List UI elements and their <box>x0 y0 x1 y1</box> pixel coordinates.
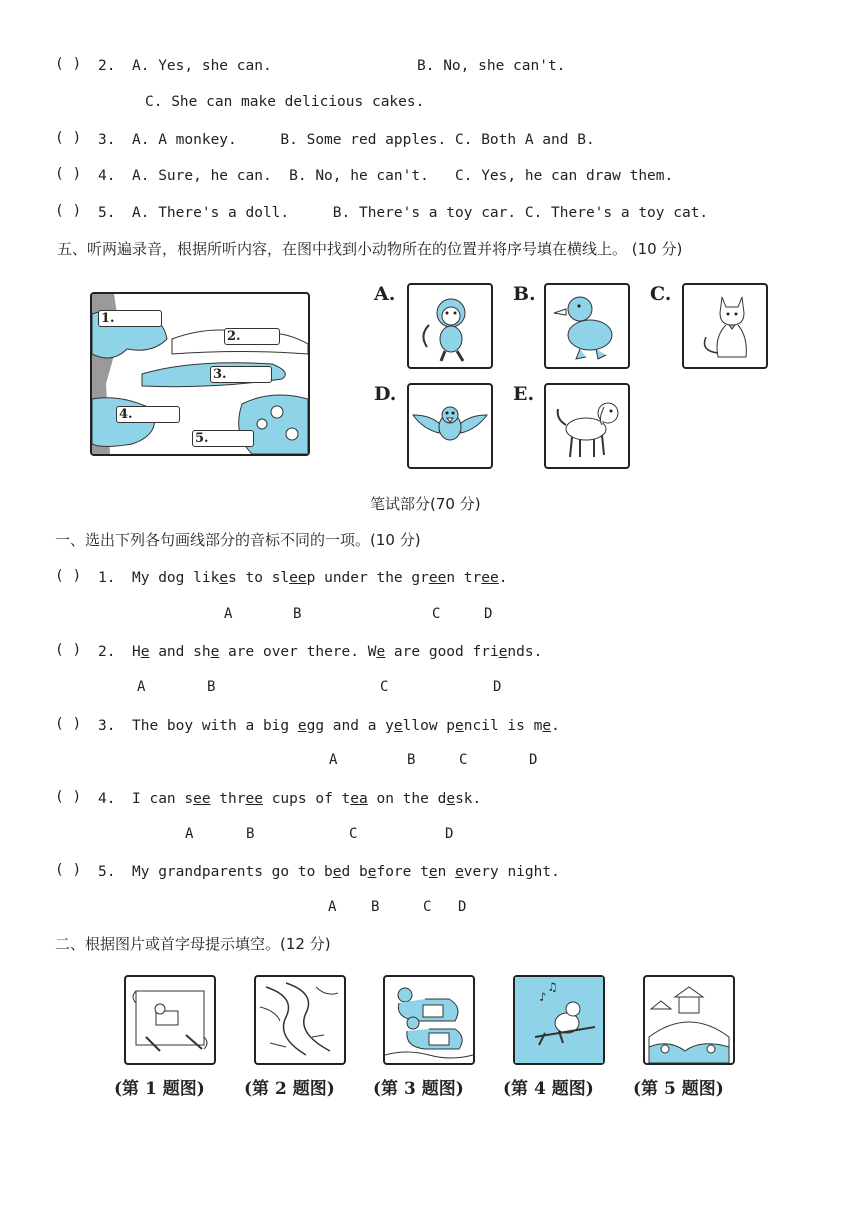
blank-1[interactable]: 1. <box>98 310 162 327</box>
map-scroll-icon <box>126 977 214 1063</box>
svg-text:♪: ♪ <box>539 990 547 1004</box>
answer-paren[interactable]: ( ) <box>55 56 82 72</box>
scene-picture <box>90 292 310 456</box>
picture-4 <box>513 975 605 1065</box>
blank-3[interactable]: 3. <box>210 366 272 383</box>
duck-boat-icon <box>385 977 473 1063</box>
picture-1 <box>124 975 216 1065</box>
option-c: C. She can make delicious cakes. <box>145 94 425 110</box>
river-icon <box>256 977 344 1063</box>
question-number: 2. <box>98 644 116 660</box>
question-number: 4. <box>98 791 116 807</box>
blank-4[interactable]: 4. <box>116 406 180 423</box>
picture-caption: (第 3 题图) <box>373 1079 464 1099</box>
monkey-icon <box>409 285 491 367</box>
question-options: A. Sure, he can. B. No, he can't. C. Yes, he can draw them. <box>132 168 674 184</box>
question-options: A. There's a doll. B. There's a toy car. C. There's a toy cat. <box>132 205 709 221</box>
phonics-sentence: My dog likes to sleep under the green tree. <box>132 570 508 586</box>
option-b: B. No, she can't. <box>417 58 566 74</box>
phonics-sentence: I can see three cups of tea on the desk. <box>132 791 482 807</box>
duck-icon <box>546 285 628 367</box>
question-number: 5. <box>98 205 116 221</box>
option-d-picture[interactable] <box>407 383 493 469</box>
picture-caption: (第 1 题图) <box>114 1079 205 1099</box>
answer-paren[interactable]: ( ) <box>55 166 82 182</box>
section-title: 五、听两遍录音，根据所听内容，在图中找到小动物所在的位置并将序号填在横线上。 (10 分) <box>57 240 683 258</box>
bird-icon <box>409 385 491 467</box>
phonics-sentence: He and she are over there. We are good friends. <box>132 644 543 660</box>
answer-paren[interactable]: ( ) <box>55 642 82 658</box>
question-number: 2. <box>98 58 116 74</box>
option-label-c: C. <box>650 283 672 305</box>
question-number: 5. <box>98 864 116 880</box>
option-label-a: A. <box>374 283 396 305</box>
question-number: 1. <box>98 570 116 586</box>
cat-icon <box>684 285 766 367</box>
question-number: 4. <box>98 168 116 184</box>
option-a-picture[interactable] <box>407 283 493 369</box>
answer-paren[interactable]: ( ) <box>55 568 82 584</box>
phonics-sentence: My grandparents go to bed before ten every night. <box>132 864 560 880</box>
picture-5 <box>643 975 735 1065</box>
picture-2 <box>254 975 346 1065</box>
answer-paren[interactable]: ( ) <box>55 716 82 732</box>
svg-text:♫: ♫ <box>549 980 557 994</box>
blank-5[interactable]: 5. <box>192 430 254 447</box>
picture-caption: (第 5 题图) <box>633 1079 724 1099</box>
option-b-picture[interactable] <box>544 283 630 369</box>
question-number: 3. <box>98 718 116 734</box>
option-a: A. Yes, she can. <box>132 58 272 74</box>
answer-paren[interactable]: ( ) <box>55 203 82 219</box>
answer-paren[interactable]: ( ) <box>55 789 82 805</box>
picture-caption: (第 4 题图) <box>503 1079 594 1099</box>
phonics-sentence: The boy with a big egg and a yellow pencil is me. <box>132 718 560 734</box>
picture-3 <box>383 975 475 1065</box>
option-label-e: E. <box>513 383 535 405</box>
section-title: 二、根据图片或首字母提示填空。(12 分) <box>55 935 331 953</box>
question-options: A. A monkey. B. Some red apples. C. Both A and B. <box>132 132 595 148</box>
singing-bird-icon <box>515 977 603 1063</box>
dog-icon <box>546 385 628 467</box>
question-number: 3. <box>98 132 116 148</box>
option-label-d: D. <box>374 383 397 405</box>
option-label-b: B. <box>513 283 536 305</box>
option-e-picture[interactable] <box>544 383 630 469</box>
answer-paren[interactable]: ( ) <box>55 862 82 878</box>
answer-paren[interactable]: ( ) <box>55 130 82 146</box>
written-part-title: 笔试部分(70 分) <box>370 495 481 513</box>
park-pavilion-icon <box>645 977 733 1063</box>
section-title: 一、选出下列各句画线部分的音标不同的一项。(10 分) <box>55 531 421 549</box>
picture-caption: (第 2 题图) <box>244 1079 335 1099</box>
blank-2[interactable]: 2. <box>224 328 280 345</box>
option-c-picture[interactable] <box>682 283 768 369</box>
